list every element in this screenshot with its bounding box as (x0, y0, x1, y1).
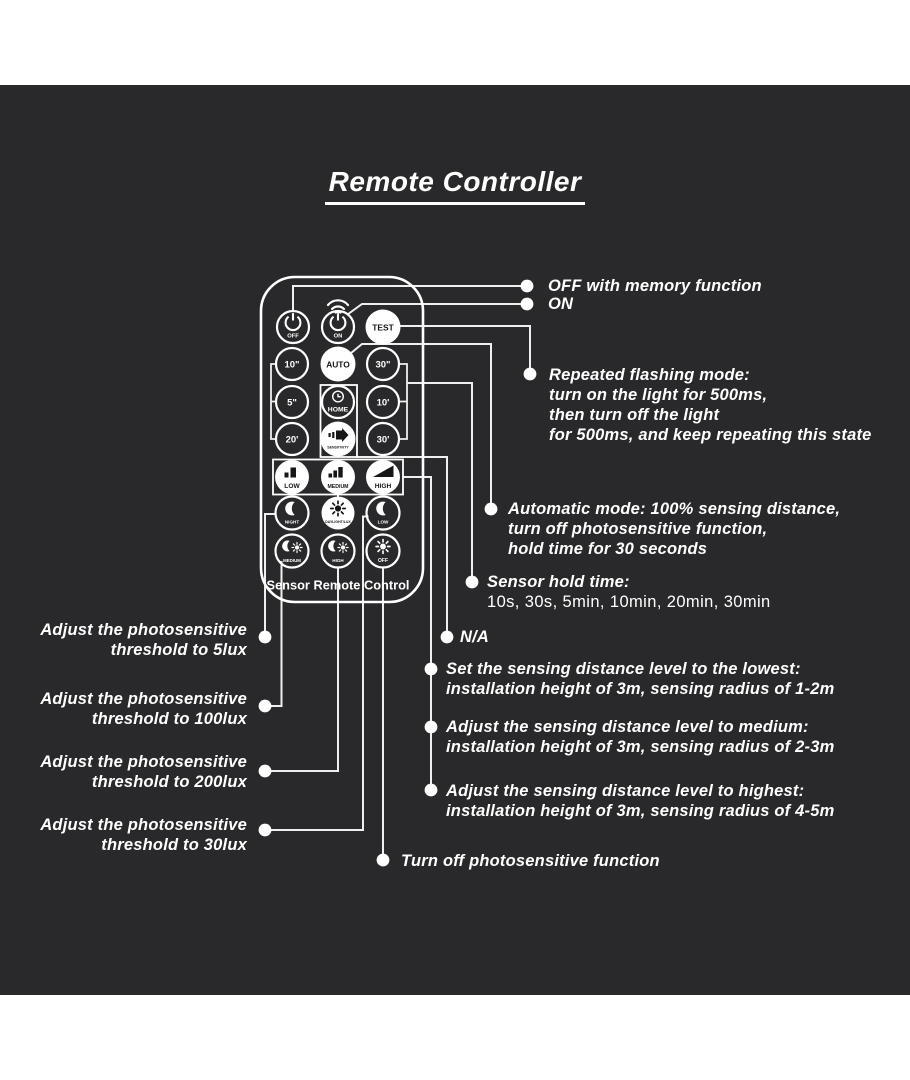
bullet-flashing (524, 368, 537, 381)
button-label: DAYLIGHT/LUX (325, 520, 351, 524)
annotation-distance-lowest: Set the sensing distance level to the lowest: installation height of 3m, sensing radius of 1-2m (446, 660, 835, 698)
bullet-off-memory (521, 280, 534, 293)
power-icon (286, 313, 301, 330)
annotation-automatic: Automatic mode: 100% sensing distance, turn off photosensitive function, hold time for 30 seconds (508, 500, 841, 558)
bullet-sensor-hold (466, 576, 479, 589)
button-label: 30" (375, 359, 391, 371)
button-label: 20' (285, 434, 299, 446)
callout-line-test (400, 326, 531, 370)
bullet-lux-5 (259, 631, 272, 644)
sun-icon (331, 501, 345, 515)
power-icon (331, 313, 346, 330)
callout-line-power-off (293, 286, 525, 311)
button-power-on (322, 311, 354, 343)
button-label: HIGH (332, 557, 344, 563)
button-time-5s (276, 386, 308, 418)
button-label: ON (333, 333, 343, 340)
button-label: NIGHT (284, 519, 300, 525)
button-lux-high (322, 535, 355, 568)
annotation-distance-highest: Adjust the sensing distance level to highest: installation height of 3m, sensing radius of 4-5m (446, 782, 835, 820)
button-lux-medium (276, 535, 309, 568)
button-power-off (277, 311, 309, 343)
annotation-off-memory: OFF with memory function (548, 277, 762, 295)
bullet-lux-100 (259, 700, 272, 713)
button-label: 5" (287, 397, 297, 409)
sun-icon (376, 540, 390, 554)
button-label: MEDIUM (327, 484, 349, 490)
button-label: 30' (376, 434, 390, 446)
bullet-distance-lowest (425, 663, 438, 676)
button-label: 10" (284, 359, 300, 371)
annotation-lux-30: Adjust the photosensitive threshold to 30lux (40, 816, 247, 854)
clock-icon (333, 391, 344, 402)
button-sensitivity (321, 422, 356, 457)
button-label: 10' (376, 397, 390, 409)
annotation-na: N/A (460, 628, 490, 646)
annotation-lux-200: Adjust the photosensitive threshold to 200lux (40, 753, 247, 791)
annotation-sensor-hold: Sensor hold time: 10s, 30s, 5min, 10min, 20min, 30min (487, 573, 771, 611)
button-label: OFF (378, 557, 388, 564)
bullet-distance-medium (425, 721, 438, 734)
button-distance-medium (321, 460, 355, 494)
button-label: OFF (287, 333, 299, 340)
callout-line-distance-levels (403, 477, 431, 790)
remote-body (261, 277, 423, 602)
button-label: MEDIUM (283, 557, 301, 563)
timer-bracket-right (399, 364, 407, 439)
bullet-lux-30 (259, 824, 272, 837)
button-time-20m (276, 423, 308, 455)
callout-line-sensor-hold (407, 383, 472, 578)
moon-sun-icon (328, 541, 348, 553)
bullet-distance-highest (425, 784, 438, 797)
button-time-30m (367, 423, 399, 455)
button-home (322, 386, 354, 418)
button-label: AUTO (326, 359, 350, 370)
moon-icon (285, 502, 294, 516)
button-lux-off (367, 535, 400, 568)
moon-sun-icon (282, 541, 302, 553)
callout-line-lux-5 (265, 514, 277, 633)
button-lux-night (276, 497, 309, 530)
button-auto (321, 347, 356, 382)
remote-footer-label: Sensor Remote Control (266, 577, 410, 593)
button-time-30s (367, 348, 399, 380)
annotation-flashing: Repeated flashing mode: turn on the light for 500ms, then turn off the light for 500ms, and keep repeating this state (549, 366, 872, 444)
annotation-distance-medium: Adjust the sensing distance level to medium: installation height of 3m, sensing radius of 2-3m (446, 718, 835, 756)
page-title-text: Remote Controller (325, 166, 586, 205)
annotation-lux-5: Adjust the photosensitive threshold to 5lux (40, 621, 247, 659)
button-time-10s (276, 348, 308, 380)
button-lux-low (367, 497, 400, 530)
bullet-lux-200 (259, 765, 272, 778)
button-test (366, 310, 401, 345)
annotation-lux-100: Adjust the photosensitive threshold to 100lux (40, 690, 247, 728)
button-label: TEST (372, 322, 394, 333)
button-lux-daylight (322, 497, 355, 530)
button-distance-high (366, 460, 400, 494)
bullet-photo-off (377, 854, 390, 867)
callout-line-lux-30 (269, 517, 369, 831)
button-label: HIGH (374, 483, 392, 490)
button-label: LOW (284, 483, 300, 490)
button-time-10m (367, 386, 399, 418)
bullet-automatic (485, 503, 498, 516)
button-label: LOW (377, 519, 389, 525)
annotation-on: ON (548, 295, 574, 313)
bullet-on (521, 298, 534, 311)
annotation-photo-off: Turn off photosensitive function (401, 852, 660, 870)
button-distance-low (275, 460, 309, 494)
button-label: SENSITIVITY (327, 445, 349, 450)
moon-icon (376, 502, 385, 516)
bullet-na (441, 631, 454, 644)
button-label: HOME (327, 406, 349, 414)
